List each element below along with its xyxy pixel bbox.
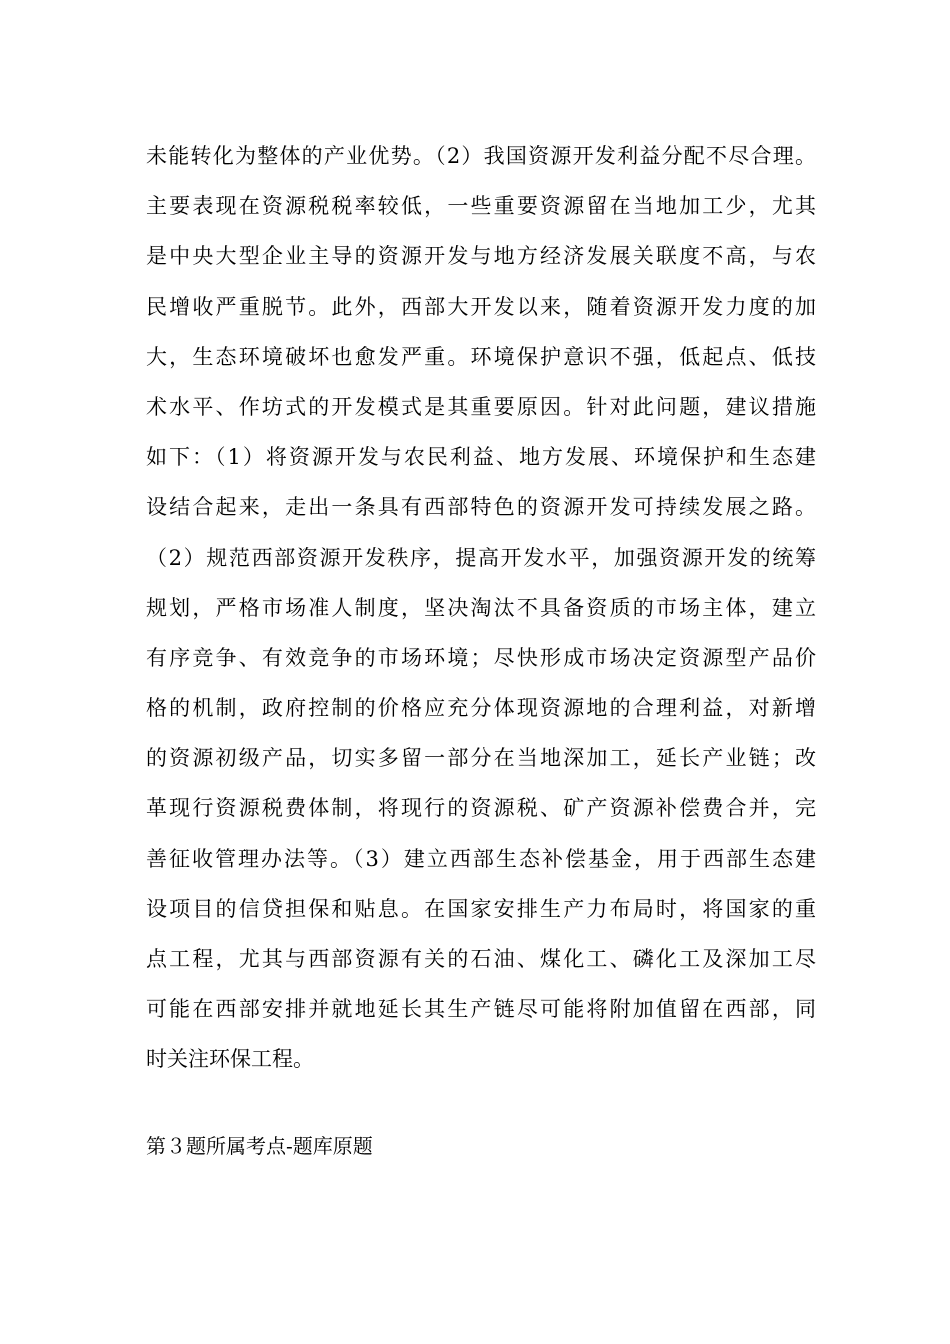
paragraph-line-17: 点工程，尤其与西部资源有关的石油、煤化工、磷化工及深加工尽 [146,947,816,971]
paragraph-line-12: 格的机制，政府控制的价格应充分体现资源地的合理利益，对新增 [146,696,816,721]
paragraph-line-19: 时关注环保工程。 [146,1047,314,1072]
paragraph-line-8: 设结合起来，走出一条具有西部特色的资源开发可持续发展之路。 [146,495,816,520]
paragraph-line-10: 规划，严格市场准人制度，坚决淘汰不具备资质的市场主体，建立 [146,595,816,620]
paragraph-line-13: 的资源初级产品，切实多留一部分在当地深加工，延长产业链；改 [146,746,816,771]
paragraph-line-4: 民增收严重脱节。此外，西部大开发以来，随着资源开发力度的加 [146,294,816,319]
paragraph-line-15: 善征收管理办法等。（3）建立西部生态补偿基金，用于西部生态建 [146,846,816,871]
paragraph-line-7: 如下：（1）将资源开发与农民利益、地方发展、环境保护和生态建 [146,445,816,470]
paragraph-line-9: （2）规范西部资源开发秩序，提高开发水平，加强资源开发的统筹 [146,545,816,570]
paragraph-line-18: 可能在西部安排并就地延长其生产链尽可能将附加值留在西部，同 [146,997,816,1022]
paragraph-line-14: 革现行资源税费体制，将现行的资源税、矿产资源补偿费合并，完 [146,796,816,821]
paragraph-line-11: 有序竞争、有效竞争的市场环境；尽快形成市场决定资源型产品价 [146,645,816,670]
paragraph-line-3: 是中央大型企业主导的资源开发与地方经济发展关联度不高，与农 [146,244,816,269]
paragraph-line-2: 主要表现在资源税税率较低，一些重要资源留在当地加工少，尤其 [146,194,816,219]
answer-paragraph [146,131,816,1085]
paragraph-line-6: 术水平、作坊式的开发模式是其重要原因。针对此问题，建议措施 [146,394,816,419]
paragraph-line-1: 未能转化为整体的产业优势。（2）我国资源开发利益分配不尽合理。 [146,144,816,168]
paragraph-line-16: 设项目的信贷担保和贴息。在国家安排生产力布局时，将国家的重 [146,896,816,921]
section-label: 第３题所属考点-题库原题 [146,1134,373,1158]
paragraph-line-5: 大，生态环境破坏也愈发严重。环境保护意识不强，低起点、低技 [146,344,816,369]
